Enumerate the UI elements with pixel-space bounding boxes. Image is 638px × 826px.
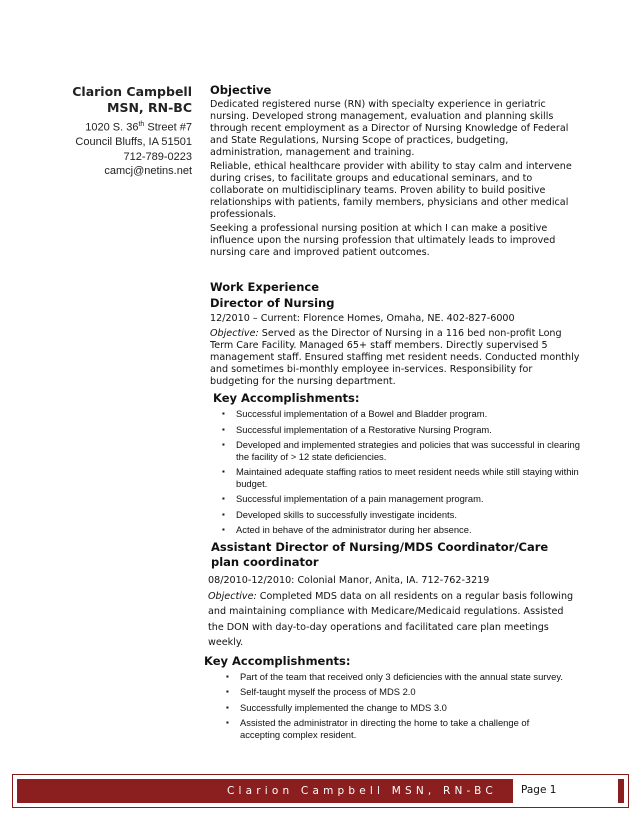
list-item: ▪ Successful implementation of a Bowel and Bladder program. [222,408,580,420]
job-title: Assistant Director of Nursing/MDS Coordinator/Care plan coordinator [211,540,549,569]
job-2-section [204,540,584,744]
key-accomplishments-heading: Key Accomplishments: [204,653,351,668]
resume-main [210,83,580,540]
candidate-credentials: MSN, RN-BC [107,100,192,115]
accomplishments-list [204,671,566,741]
objective-paragraph: Seeking a professional nursing position at which I can make a positive influence upon the nursing profession that ultimately leads to improved nursing care and improved patient outcomes. [210,223,556,258]
list-item: ▪ Part of the team that received only 3 deficiencies with the annual state survey. [226,671,566,683]
objective-text: Completed MDS data on all residents on a regular basis following and maintaining compliance with Medicare/Medicaid regulations. Assisted the DON with day-to-day operations and facilitated care plan meetings weekly. [208,590,574,648]
objective-paragraph: Reliable, ethical healthcare provider with ability to stay calm and intervene during crises, to facilitate groups and educational seminars, and to collaborate on multidisciplinary teams. Proven ability to build positive relationships with patients, family members, physicians and other medical professionals. [210,161,572,220]
list-item: ▪ Developed skills to successfully investigate incidents. [222,509,580,521]
list-item: ▪ Developed and implemented strategies and policies that was successful in clearing the facility of > 12 state deficiencies. [222,439,580,462]
objective-heading: Objective [210,83,272,97]
job-dates: 12/2010 – Current: Florence Homes, Omaha, NE. 402-827-6000 [210,313,515,324]
footer-page-box [512,779,618,803]
work-experience-heading: Work Experience [210,280,320,294]
job-title: Director of Nursing [210,296,335,310]
address-suffix-sup: th [138,121,145,128]
job-objective [208,589,578,651]
footer-bar [17,779,624,803]
footer-name: Clarion Campbell MSN, RN-BC [227,785,497,797]
job-dates: 08/2010-12/2010: Colonial Manor, Anita, IA. 712-762-3219 [208,575,490,586]
candidate-name: Clarion Campbell [72,84,192,99]
page-number: Page 1 [521,784,557,796]
phone-line: 712-789-0223 [123,150,192,163]
accomplishments-list [210,408,580,536]
list-item: ▪ Successfully implemented the change to MDS 3.0 [226,702,566,714]
list-item: ▪ Maintained adequate staffing ratios to meet resident needs while still staying within budget. [222,466,580,489]
job-objective [210,328,580,388]
contact-sidebar [0,84,192,179]
objective-text: Served as the Director of Nursing in a 116 bed non-profit Long Term Care Facility. Managed 65+ staff members. Directly supervised 5 management staff. Ensured staffing met resident needs. Conducted monthly and sometimes bi-monthly employee in-services. Responsibility for budgeting for the nursing department. [210,328,580,387]
list-item: ▪ Successful implementation of a pain management program. [222,493,580,505]
key-accomplishments-heading: Key Accomplishments: [213,391,360,405]
list-item: ▪ Self-taught myself the process of MDS 2.0 [226,686,566,698]
objective-label: Objective: [210,328,259,339]
address-number: 1020 S. 36 [85,121,139,134]
address-line [0,118,192,135]
list-item: ▪ Acted in behave of the administrator during her absence. [222,524,580,536]
address-street: Street #7 [144,121,192,134]
list-item: ▪ Successful implementation of a Restorative Nursing Program. [222,424,580,436]
city-line: Council Bluffs, IA 51501 [75,136,192,149]
page-footer [12,774,629,808]
objective-paragraph: Dedicated registered nurse (RN) with specialty experience in geriatric nursing. Developed strong management, evaluation and planning skills through recent employment as a Director of Nursing Knowledge of Federal and State Regulations, Nursing Scope of practices, budgeting, administration, management and training. [210,99,569,158]
objective-label: Objective: [208,590,257,602]
email-line: camcj@netins.net [104,165,192,178]
list-item: ▪ Assisted the administrator in directing the home to take a challenge of accepting complex resident. [226,717,566,740]
